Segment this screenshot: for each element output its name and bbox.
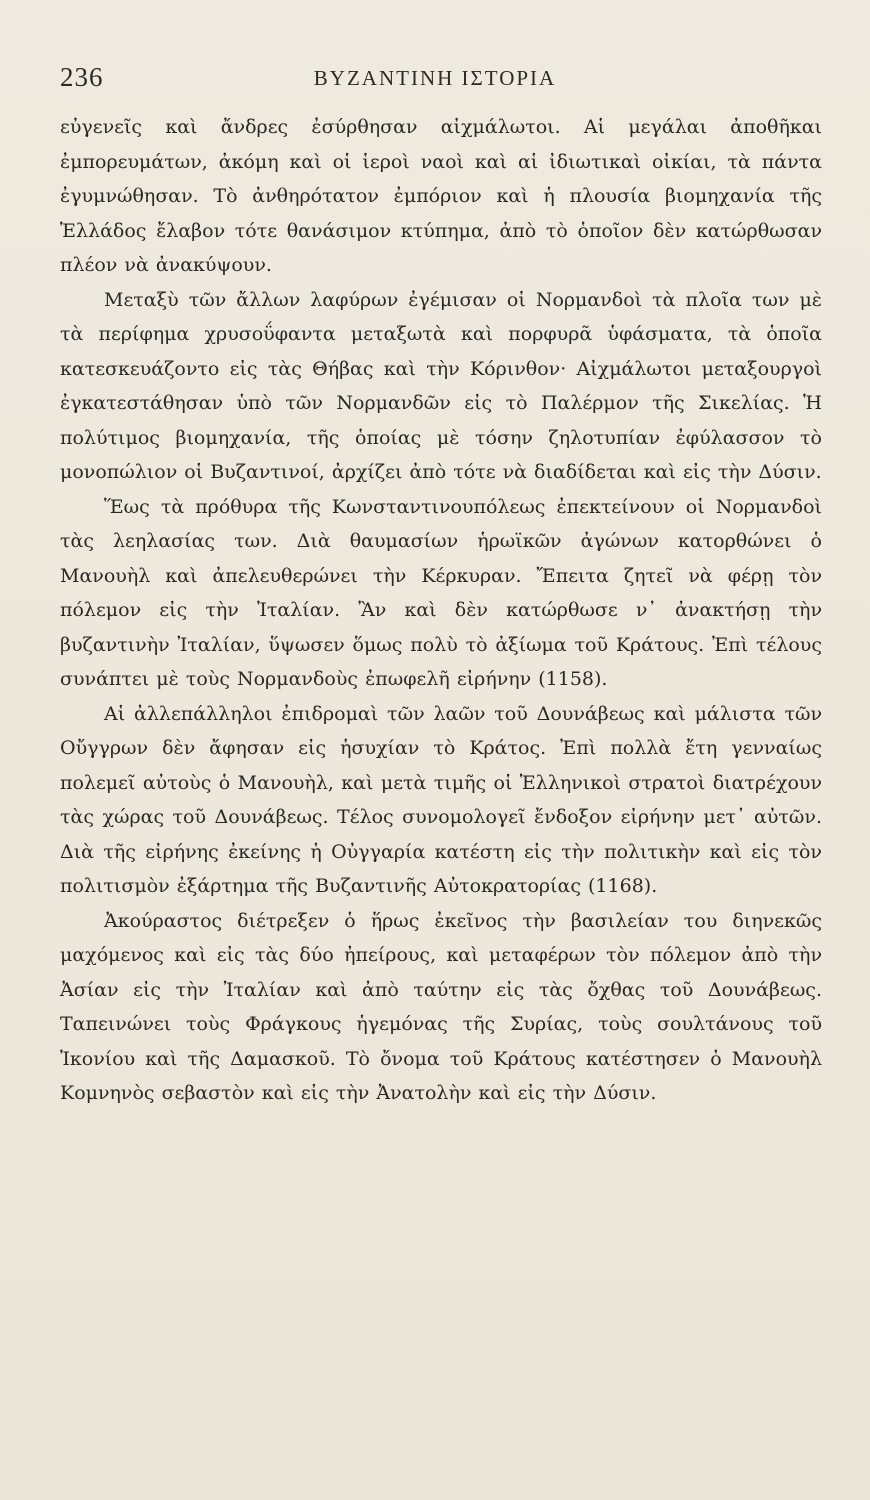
paragraph-3: Ἕως τὰ πρόθυρα τῆς Κωνσταντινουπόλεως ἐπεκτείνουν οἱ Νορμανδοὶ τὰς λεηλασίας των. Διὰ θαυμασίων ἡρωϊκῶν ἀγώνων κατορθώνει ὁ Μανουὴλ καὶ ἀπελευθερώνει τὴν Κέρκυραν. Ἔπειτα ζητεῖ νὰ φέρῃ τὸν πόλεμον εἰς τὴν Ἰταλίαν. Ἂν καὶ δὲν κατώρθωσε ν᾽ ἀνακτήσῃ τὴν βυζαντινὴν Ἰταλίαν, ὕψωσεν ὅμως πολὺ τὸ ἀξίωμα τοῦ Κράτους. Ἐπὶ τέλους συνάπτει μὲ τοὺς Νορμανδοὺς ἐπωφελῆ εἰρήνην (1158).: [60, 495, 822, 690]
paragraph-1: εὐγενεῖς καὶ ἄνδρες ἐσύρθησαν αἰχμάλωτοι. Αἱ μεγάλαι ἀποθῆκαι ἐμπορευμάτων, ἀκόμη καὶ οἱ ἱεροὶ ναοὶ καὶ αἱ ἰδιωτικαὶ οἰκίαι, τὰ πάντα ἐγυμνώθησαν. Τὸ ἀνθηρότατον ἐμπόριον καὶ ἡ πλουσία βιομηχανία τῆς Ἑλλάδος ἔλαβον τότε θανάσιμον κτύπημα, ἀπὸ τὸ ὁποῖον δὲν κατώρθωσαν πλέον νὰ ἀνακύψουν.: [60, 116, 822, 276]
page-number: 236: [60, 62, 104, 92]
paragraph-2: Μεταξὺ τῶν ἄλλων λαφύρων ἐγέμισαν οἱ Νορμανδοὶ τὰ πλοῖα των μὲ τὰ περίφημα χρυσοΰφαντα μεταξωτὰ καὶ πορφυρᾶ ὑφάσματα, τὰ ὁποῖα κατεσκευάζοντο εἰς τὰς Θήβας καὶ τὴν Κόρινθον· Αἰχμάλωτοι μεταξουργοὶ ἐγκατεστάθησαν ὑπὸ τῶν Νορμανδῶν εἰς τὸ Παλέρμον τῆς Σικελίας. Ἡ πολύτιμος βιομηχανία, τῆς ὁποίας μὲ τόσην ζηλοτυπίαν ἐφύλασσον τὸ μονοπώλιον οἱ Βυζαντινοί, ἀρχίζει ἀπὸ τότε νὰ διαδίδεται καὶ εἰς τὴν Δύσιν.: [60, 288, 822, 483]
running-head: ΒΥΖΑΝΤΙΝΗ ΙΣΤΟΡΙΑ: [313, 66, 557, 90]
body-text: [60, 110, 822, 1111]
paragraph-4: Αἱ ἀλλεπάλληλοι ἐπιδρομαὶ τῶν λαῶν τοῦ Δουνάβεως καὶ μάλιστα τῶν Οὔγγρων δὲν ἄφησαν εἰς ἡσυχίαν τὸ Κράτος. Ἐπὶ πολλὰ ἔτη γενναίως πολεμεῖ αὐτοὺς ὁ Μανουὴλ, καὶ μετὰ τιμῆς οἱ Ἑλληνικοὶ στρατοὶ διατρέχουν τὰς χώρας τοῦ Δουνάβεως. Τέλος συνομολογεῖ ἔνδοξον εἰρήνην μετ᾽ αὐτῶν. Διὰ τῆς εἰρήνης ἐκείνης ἡ Οὐγγαρία κατέστη εἰς τὴν πολιτικὴν καὶ εἰς τὸν πολιτισμὸν ἐξάρτημα τῆς Βυζαντινῆς Αὐτοκρατορίας (1168).: [60, 702, 822, 897]
page-header: [60, 56, 810, 96]
paragraph-5: Ἀκούραστος διέτρεξεν ὁ ἥρως ἐκεῖνος τὴν βασιλείαν του διηνεκῶς μαχόμενος καὶ εἰς τὰς δύο ἠπείρους, καὶ μεταφέρων τὸν πόλεμον ἀπὸ τὴν Ἀσίαν εἰς τὴν Ἰταλίαν καὶ ἀπὸ ταύτην εἰς τὰς ὄχθας τοῦ Δουνάβεως. Ταπεινώνει τοὺς Φράγκους ἡγεμόνας τῆς Συρίας, τοὺς σουλτάνους τοῦ Ἰκονίου καὶ τῆς Δαμασκοῦ. Τὸ ὄνομα τοῦ Κράτους κατέστησεν ὁ Μανουὴλ Κομνηνὸς σεβαστὸν καὶ εἰς τὴν Ἀνατολὴν καὶ εἰς τὴν Δύσιν.: [60, 909, 822, 1104]
